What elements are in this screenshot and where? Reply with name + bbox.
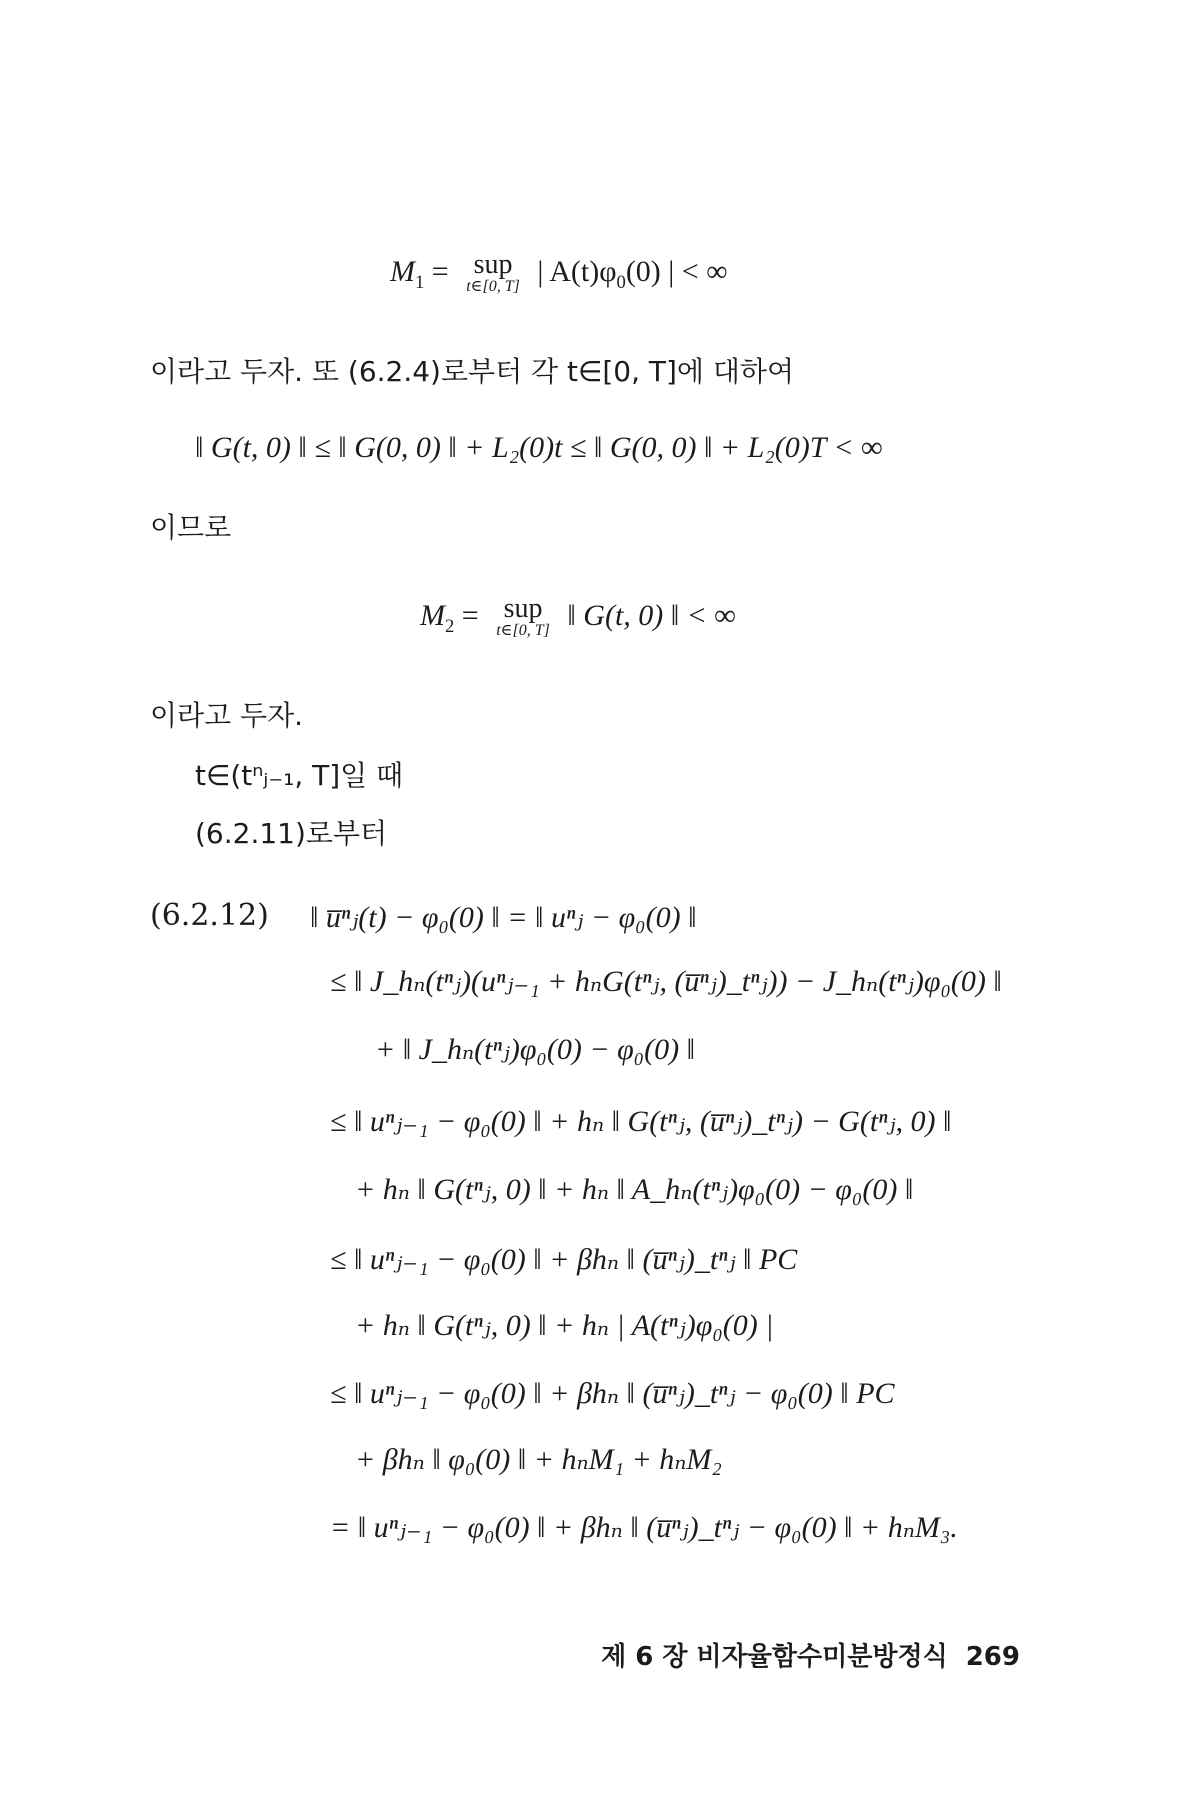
page-footer (601, 1636, 1020, 1673)
m1-lhs-sub: 1 (415, 272, 425, 293)
sup-word: sup (503, 593, 543, 625)
eq-line-3: + ‖ J_hₙ(tⁿⱼ)φ₀(0) − φ₀(0) ‖ (375, 1033, 696, 1066)
text-line-2: 이므로 (150, 511, 232, 544)
sup-range: t∈[0, T] (496, 622, 550, 640)
m2-lhs-sub: 2 (445, 616, 455, 637)
text-line-4: t∈(tⁿⱼ₋₁, T]일 때 (195, 759, 404, 792)
m1-lhs: M (390, 255, 415, 288)
equation-number: (6.2.12) (150, 898, 269, 933)
m2-equation (420, 593, 736, 640)
m2-equals: = (461, 599, 479, 632)
sup-operator (496, 593, 550, 640)
page-number: 269 (965, 1642, 1020, 1672)
m2-lhs: M (420, 599, 445, 632)
eq-line-10: = ‖ uⁿⱼ₋₁ − φ₀(0) ‖ + βhₙ ‖ (u̅ⁿⱼ)_tⁿⱼ − φ₀(0) ‖ + hₙM₃. (330, 1511, 958, 1544)
eq-line-5: + hₙ ‖ G(tⁿⱼ, 0) ‖ + hₙ ‖ A_hₙ(tⁿⱼ)φ₀(0) − φ₀(0) ‖ (355, 1173, 914, 1206)
text-line-5: (6.2.11)로부터 (195, 817, 388, 850)
m1-body-end: (0) | < ∞ (625, 255, 728, 288)
m2-body: ‖ G(t, 0) ‖ < ∞ (567, 599, 736, 632)
m1-equation (390, 249, 728, 296)
text-line-1: 이라고 두자. 또 (6.2.4)로부터 각 t∈[0, T]에 대하여 (150, 355, 795, 388)
eq-line-8: ≤ ‖ uⁿⱼ₋₁ − φ₀(0) ‖ + βhₙ ‖ (u̅ⁿⱼ)_tⁿⱼ − φ₀(0) ‖ PC (330, 1377, 895, 1410)
eq-line-4: ≤ ‖ uⁿⱼ₋₁ − φ₀(0) ‖ + hₙ ‖ G(tⁿⱼ, (u̅ⁿⱼ)_tⁿⱼ) − G(tⁿⱼ, 0) ‖ (330, 1105, 952, 1138)
eq-line-2: ≤ ‖ J_hₙ(tⁿⱼ)(uⁿⱼ₋₁ + hₙG(tⁿⱼ, (u̅ⁿⱼ)_tⁿⱼ)) − J_hₙ(tⁿⱼ)φ₀(0) ‖ (330, 965, 1002, 998)
text-line-3: 이라고 두자. (150, 699, 304, 732)
sup-range: t∈[0, T] (466, 278, 520, 296)
eq-line-9: + βhₙ ‖ φ₀(0) ‖ + hₙM₁ + hₙM₂ (355, 1443, 722, 1476)
g-inequality: ‖ G(t, 0) ‖ ≤ ‖ G(0, 0) ‖ + L₂(0)t ≤ ‖ G(0, 0) ‖ + L₂(0)T < ∞ (195, 431, 883, 464)
sup-word: sup (473, 249, 513, 281)
eq-line-6: ≤ ‖ uⁿⱼ₋₁ − φ₀(0) ‖ + βhₙ ‖ (u̅ⁿⱼ)_tⁿⱼ ‖ PC (330, 1243, 798, 1276)
m1-body-sub: 0 (616, 272, 626, 293)
eq-line-1: ‖ u̅ⁿⱼ(t) − φ₀(0) ‖ = ‖ uⁿⱼ − φ₀(0) ‖ (310, 901, 697, 934)
sup-operator (466, 249, 520, 296)
chapter-title: 제 6 장 비자율함수미분방정식 (601, 1642, 948, 1672)
m1-body: | A(t)φ (537, 255, 617, 288)
eq-line-7: + hₙ ‖ G(tⁿⱼ, 0) ‖ + hₙ | A(tⁿⱼ)φ₀(0) | (355, 1309, 774, 1342)
m1-equals: = (431, 255, 449, 288)
